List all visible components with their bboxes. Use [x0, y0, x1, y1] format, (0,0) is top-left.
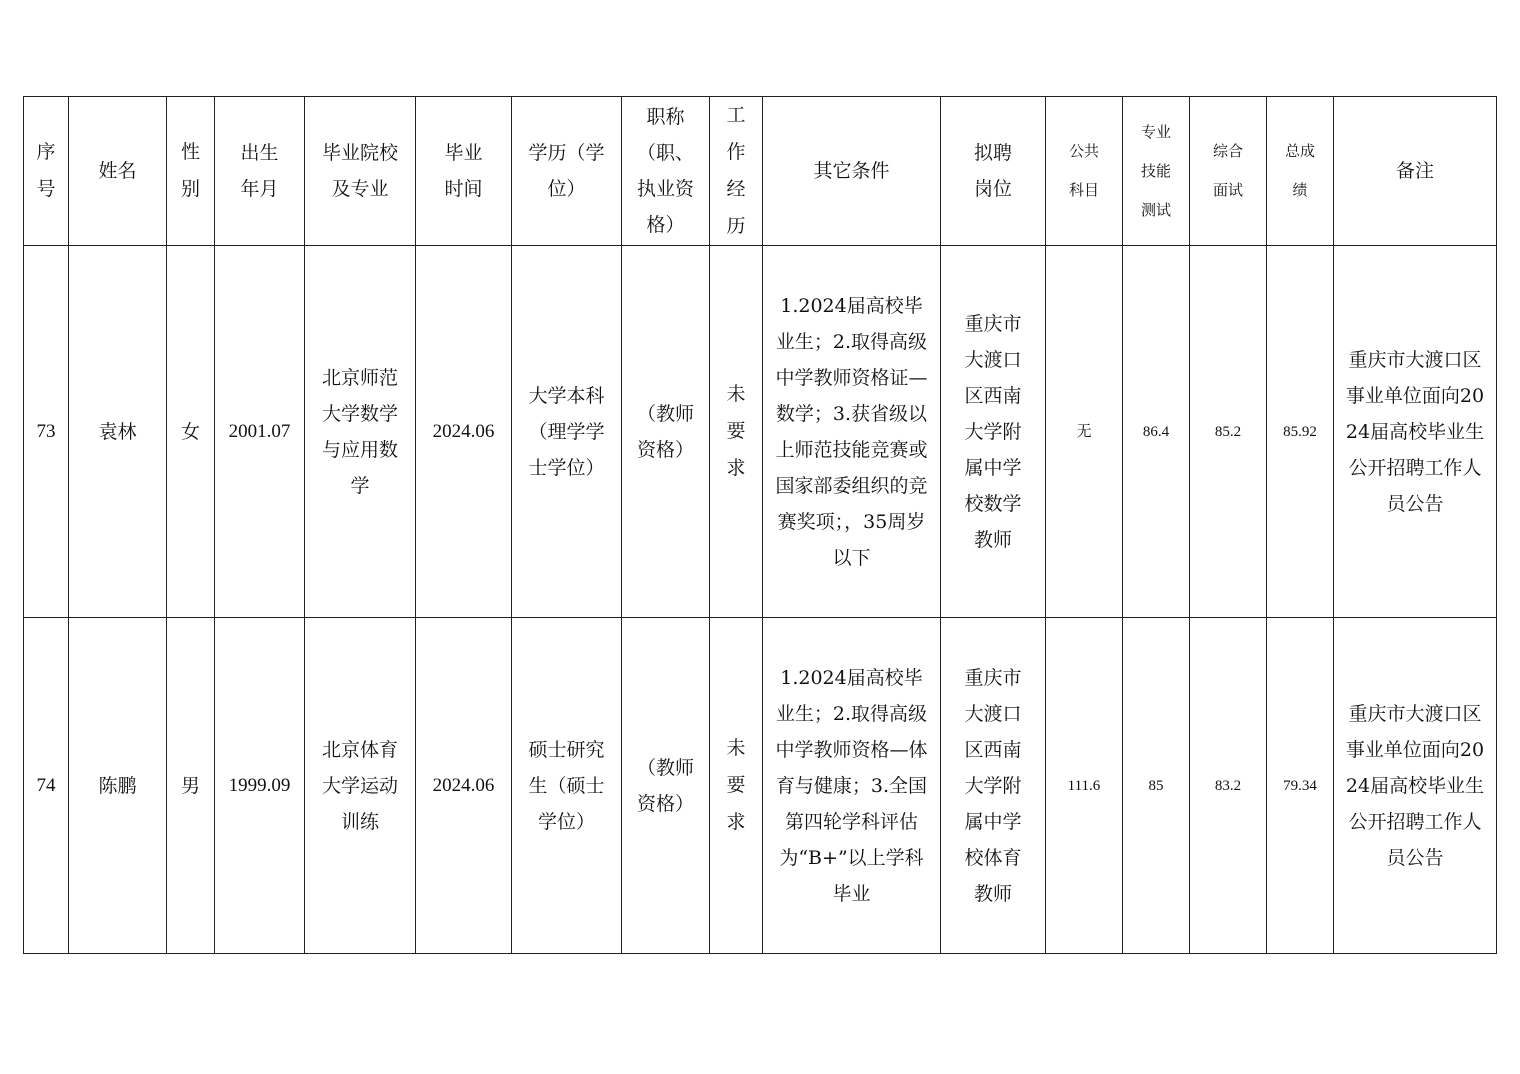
- header-seq: 序号: [24, 97, 69, 246]
- cell-other-conditions: 1.2024届高校毕业生；2.取得高级中学教师资格—体育与健康；3.全国第四轮学科评估为“B+”以上学科毕业: [763, 618, 941, 954]
- header-degree: 学历（学位）: [512, 97, 622, 246]
- cell-public-subject: 111.6: [1046, 618, 1123, 954]
- cell-grad-time: 2024.06: [416, 246, 512, 618]
- cell-degree: 大学本科（理学学士学位）: [512, 246, 622, 618]
- cell-public-subject: 无: [1046, 246, 1123, 618]
- cell-seq: 73: [24, 246, 69, 618]
- header-name: 姓名: [69, 97, 167, 246]
- table-header-row: [24, 97, 1497, 246]
- cell-name: 陈鹏: [69, 618, 167, 954]
- header-other: 其它条件: [763, 97, 941, 246]
- cell-remark: 重庆市大渡口区事业单位面向2024届高校毕业生公开招聘工作人员公告: [1334, 246, 1497, 618]
- header-work: 工作经历: [710, 97, 763, 246]
- cell-birth: 2001.07: [215, 246, 305, 618]
- table-row: [24, 618, 1497, 954]
- cell-seq: 74: [24, 618, 69, 954]
- cell-name: 袁林: [69, 246, 167, 618]
- cell-title: （教师资格）: [622, 246, 710, 618]
- cell-gender: 女: [167, 246, 215, 618]
- cell-birth: 1999.09: [215, 618, 305, 954]
- recruitment-results-table: [23, 96, 1497, 954]
- header-remark: 备注: [1334, 97, 1497, 246]
- cell-total: 85.92: [1267, 246, 1334, 618]
- header-total: 总成绩: [1267, 97, 1334, 246]
- cell-gender: 男: [167, 618, 215, 954]
- header-interview: 综合面试: [1190, 97, 1267, 246]
- cell-interview: 83.2: [1190, 618, 1267, 954]
- cell-title: （教师资格）: [622, 618, 710, 954]
- header-grad-time: 毕业时间: [416, 97, 512, 246]
- header-title: 职称（职、执业资格）: [622, 97, 710, 246]
- cell-position: 重庆市大渡口区西南大学附属中学校体育教师: [941, 618, 1046, 954]
- cell-degree: 硕士研究生（硕士学位）: [512, 618, 622, 954]
- cell-skill-test: 85: [1123, 618, 1190, 954]
- cell-position: 重庆市大渡口区西南大学附属中学校数学教师: [941, 246, 1046, 618]
- cell-school: 北京师范大学数学与应用数学: [305, 246, 416, 618]
- cell-school: 北京体育大学运动训练: [305, 618, 416, 954]
- cell-interview: 85.2: [1190, 246, 1267, 618]
- cell-work: 未要求: [710, 246, 763, 618]
- header-school: 毕业院校及专业: [305, 97, 416, 246]
- cell-grad-time: 2024.06: [416, 618, 512, 954]
- header-gender: 性别: [167, 97, 215, 246]
- cell-total: 79.34: [1267, 618, 1334, 954]
- header-birth: 出生年月: [215, 97, 305, 246]
- cell-other-conditions: 1.2024届高校毕业生；2.取得高级中学教师资格证—数学；3.获省级以上师范技能竞赛或国家部委组织的竞赛奖项；，35周岁以下: [763, 246, 941, 618]
- header-public-subject: 公共科目: [1046, 97, 1123, 246]
- cell-skill-test: 86.4: [1123, 246, 1190, 618]
- cell-work: 未要求: [710, 618, 763, 954]
- table-row: [24, 246, 1497, 618]
- cell-remark: 重庆市大渡口区事业单位面向2024届高校毕业生公开招聘工作人员公告: [1334, 618, 1497, 954]
- header-position: 拟聘岗位: [941, 97, 1046, 246]
- header-skill-test: 专业技能测试: [1123, 97, 1190, 246]
